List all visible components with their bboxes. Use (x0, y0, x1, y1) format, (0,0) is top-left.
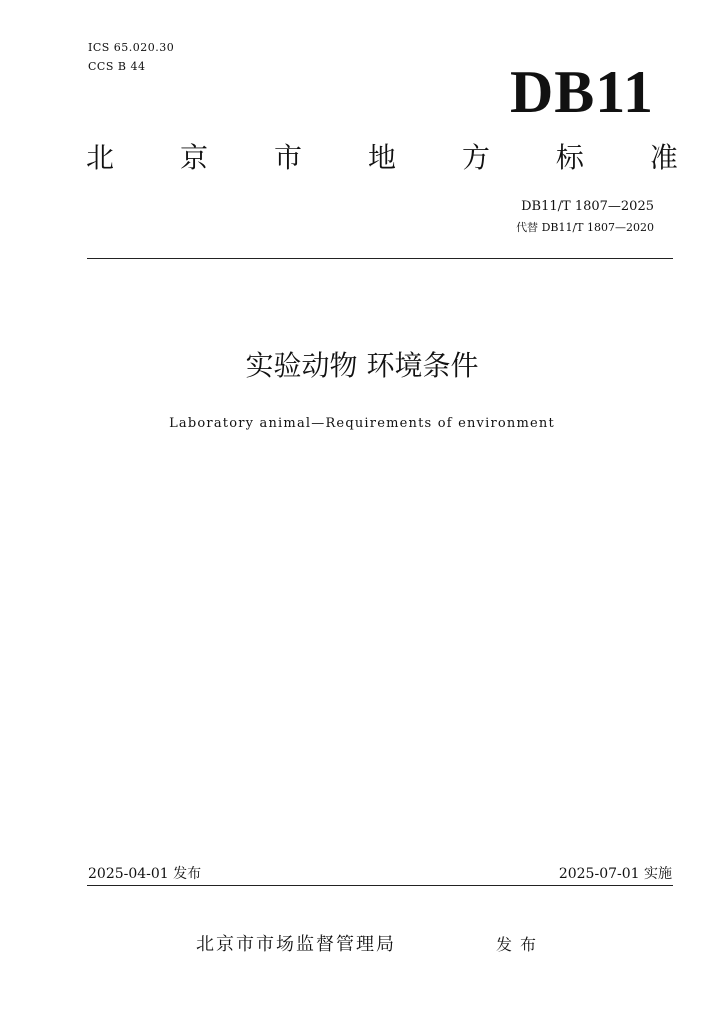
standard-type-char: 市 (273, 141, 302, 174)
ccs-code: CCS B 44 (88, 60, 146, 73)
standard-type-char: 地 (367, 141, 396, 174)
header-divider (87, 258, 673, 259)
standard-code-large: DB11 (509, 59, 654, 125)
standard-number: DB11/T 1807—2025 (521, 199, 654, 214)
effective-label: 实施 (644, 866, 672, 882)
effective-date: 2025-07-01 (558, 866, 640, 882)
standard-type-char: 北 (86, 141, 115, 174)
chinese-title: 实验动物 环境条件 (245, 349, 479, 382)
release-date: 2025-04-01 (88, 866, 169, 882)
release-date-line (88, 864, 201, 884)
replaces-label: 代替 (516, 221, 539, 234)
issue-label: 发布 (496, 935, 545, 954)
replaces-number: DB11/T 1807—2020 (541, 221, 654, 234)
footer-divider (87, 885, 673, 886)
release-label: 发布 (173, 866, 202, 882)
ics-code: ICS 65.020.30 (88, 41, 175, 54)
standard-type-char: 京 (179, 141, 208, 174)
standard-type-char: 标 (555, 141, 584, 174)
standard-type-char: 方 (461, 141, 490, 174)
english-title: Laboratory animal—Requirements of environment (169, 416, 555, 431)
classification-codes (88, 38, 174, 76)
effective-date-line (559, 864, 672, 884)
standard-type-title (86, 140, 678, 176)
replaces-line (516, 220, 654, 236)
issuing-authority: 北京市市场监督管理局 (196, 934, 396, 955)
standard-type-char: 准 (649, 141, 678, 174)
